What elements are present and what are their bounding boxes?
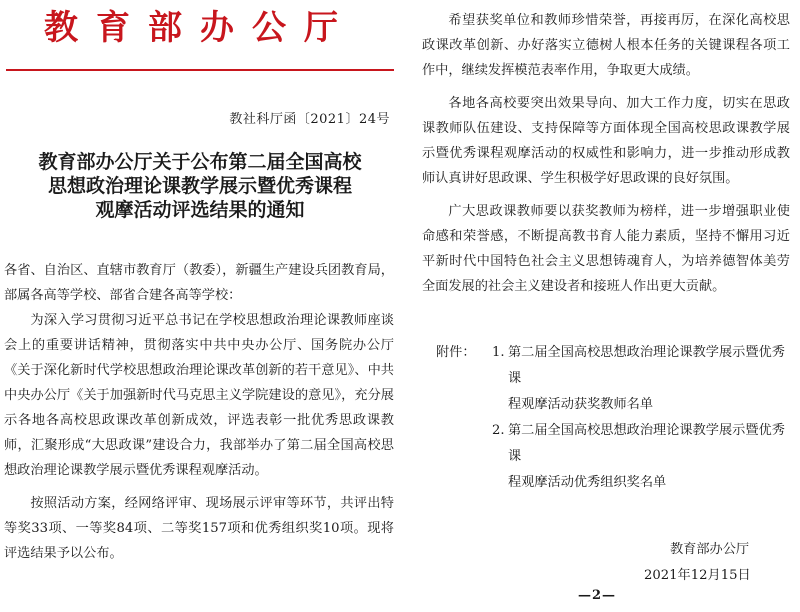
body-paragraph-4: 各地各高校要突出效果导向、加大工作力度，切实在思政课教师队伍建设、支持保障等方面体现全国高校思政课教学展示暨优秀课程观摩活动的权威性和影响力，进一步推动形成教师认真讲好思政课、学生积极学好思政课的良好氛围。 (422, 96, 790, 186)
attachments-block (436, 340, 792, 496)
org-header-title: 教育部办公厅 (44, 8, 356, 48)
attachment-item-1-cont (492, 392, 792, 418)
signature-date: 2021年12月15日 (644, 568, 751, 583)
body-paragraph-3: 希望获奖单位和教师珍惜荣誉，再接再厉，在深化高校思政课改革创新、办好落实立德树人根本任务的关键课程各项工作中，继续发挥模范表率作用，争取更大成绩。 (422, 13, 790, 78)
signature-org: 教育部办公厅 (670, 542, 750, 557)
attachment-title-cont: 程观摩活动获奖教师名单 (508, 397, 654, 412)
attachment-item-2 (492, 418, 792, 470)
attachment-item-2-cont (492, 470, 792, 496)
attachment-title: 第二届全国高校思想政治理论课教学展示暨优秀课 (508, 345, 785, 386)
right-body-text (422, 8, 790, 299)
addressee: 各省、自治区、直辖市教育厅（教委），新疆生产建设兵团教育局，部属各高等学校、部省合建各高等学校： (4, 263, 394, 303)
attachment-number: 1. (492, 345, 505, 360)
attachments-label: 附件： (436, 345, 476, 360)
left-body-text (4, 258, 394, 566)
body-paragraph-1: 为深入学习贯彻习近平总书记在学校思想政治理论课教师座谈会上的重要讲话精神，贯彻落实中共中央办公厅、国务院办公厅《关于深化新时代学校思想政治理论课改革创新的若干意见》、中共中央办公厅《关于加强新时代马克思主义学院建设的意见》，充分展示各地各高校思政课改革创新成效，评选表彰一批优秀思政课教师，汇聚形成“大思政课”建设合力，我部举办了第二届全国高校思想政治理论课教学展示暨优秀课程观摩活动。 (4, 313, 394, 478)
document-number: 教社科厅函〔2021〕24号 (229, 112, 390, 127)
attachment-number: 2. (492, 423, 505, 438)
document-title-line3: 观摩活动评选结果的通知 (95, 199, 305, 221)
body-paragraph-2: 按照活动方案，经网络评审、现场展示评审等环节，共评出特等奖33项、一等奖84项、二等奖157项和优秀组织奖10项。现将评选结果予以公布。 (4, 496, 394, 561)
document-title-line1: 教育部办公厅关于公布第二届全国高校 (38, 151, 362, 173)
document-title (10, 150, 390, 222)
document-title-line2: 思想政治理论课教学展示暨优秀课程 (47, 175, 352, 197)
page-number: —2— (578, 588, 617, 603)
attachment-title: 第二届全国高校思想政治理论课教学展示暨优秀课 (508, 423, 785, 464)
body-paragraph-5: 广大思政课教师要以获奖教师为榜样，进一步增强职业使命感和荣誉感，不断提高教书育人能力素质，坚持不懈用习近平新时代中国特色社会主义思想铸魂育人，为培养德智体美劳全面发展的社会主义建设者和接班人作出更大贡献。 (422, 204, 790, 294)
red-header-rule (6, 69, 394, 71)
attachment-item-1 (436, 340, 792, 392)
right-page (400, 0, 800, 612)
attachment-title-cont: 程观摩活动优秀组织奖名单 (508, 475, 667, 490)
